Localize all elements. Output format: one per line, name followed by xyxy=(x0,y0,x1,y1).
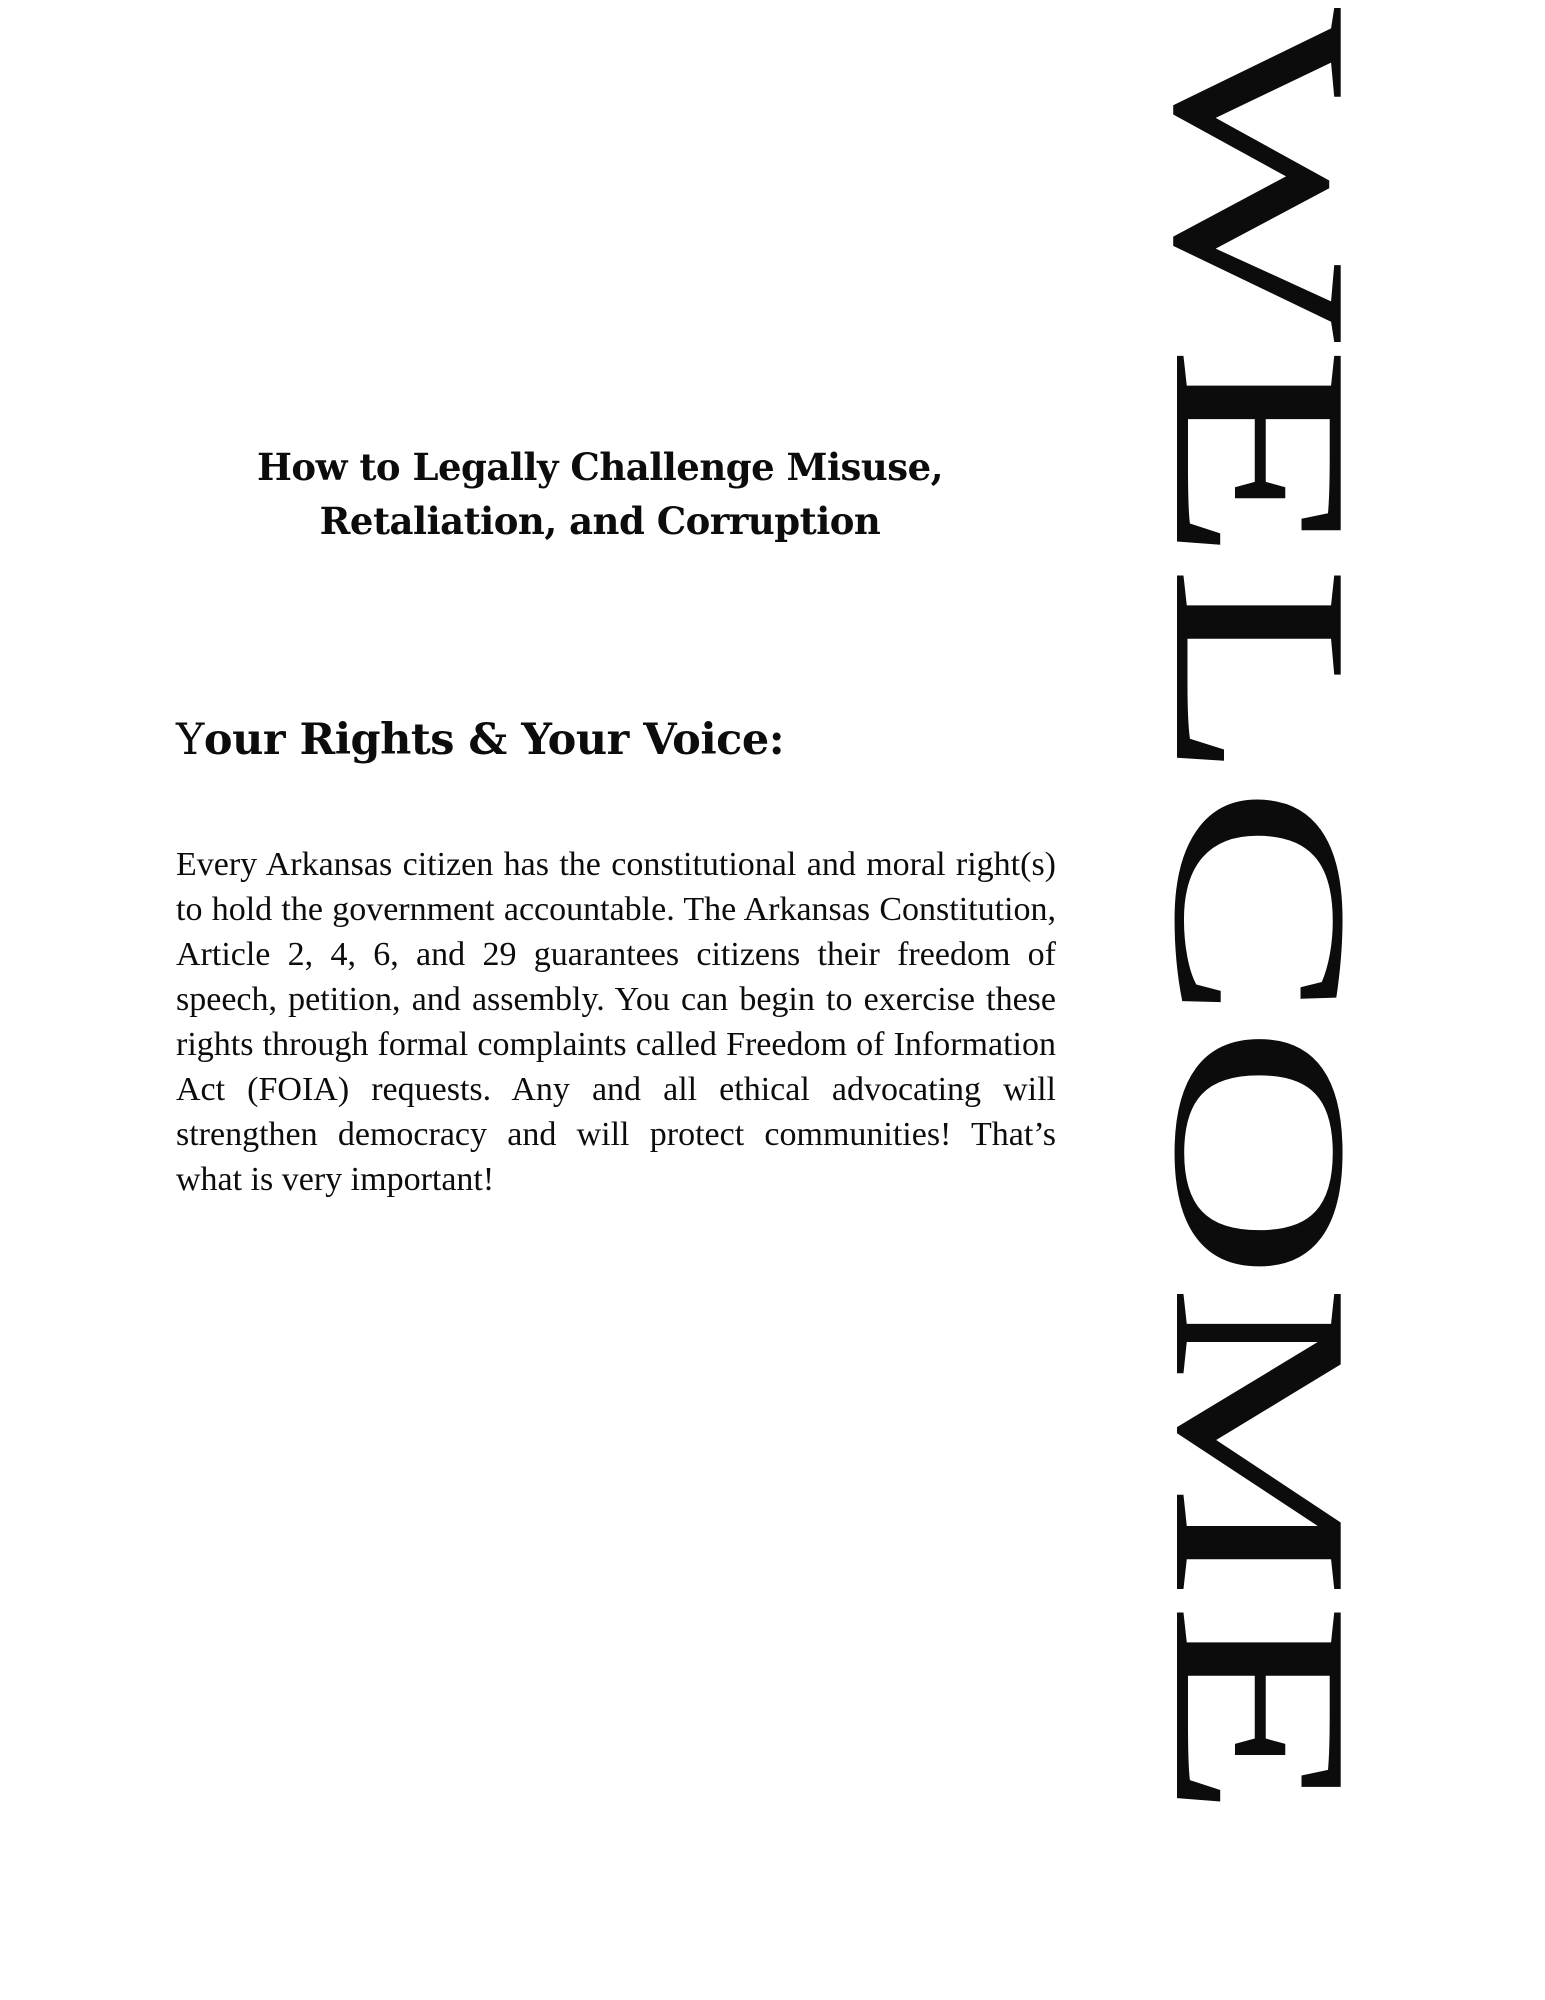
document-title xyxy=(230,440,970,548)
body-paragraph: Every Arkansas citizen has the constitutional and moral right(s) to hold the government accountable. The Arkansas Constitution, Article 2, 4, 6, and 29 guarantees citizens their freedom of speech, petition, and assembly. You can begin to exercise these rights through formal complaints called Freedom of Information Act (FOIA) requests. Any and all ethical advocating will strengthen democracy and will protect communities! That’s what is very important! xyxy=(176,846,1056,1198)
title-line-2: Retaliation, and Corruption xyxy=(319,499,881,543)
section-heading-text: our Rights & Your Voice: xyxy=(203,715,785,765)
welcome-word: WELCOME xyxy=(1122,7,1399,1823)
welcome-banner-rotator xyxy=(1122,7,1399,1823)
section-heading-initial: Y xyxy=(176,715,204,765)
welcome-banner xyxy=(1122,7,1399,1823)
section-heading xyxy=(176,712,784,768)
title-line-1: How to Legally Challenge Misuse, xyxy=(256,445,944,489)
